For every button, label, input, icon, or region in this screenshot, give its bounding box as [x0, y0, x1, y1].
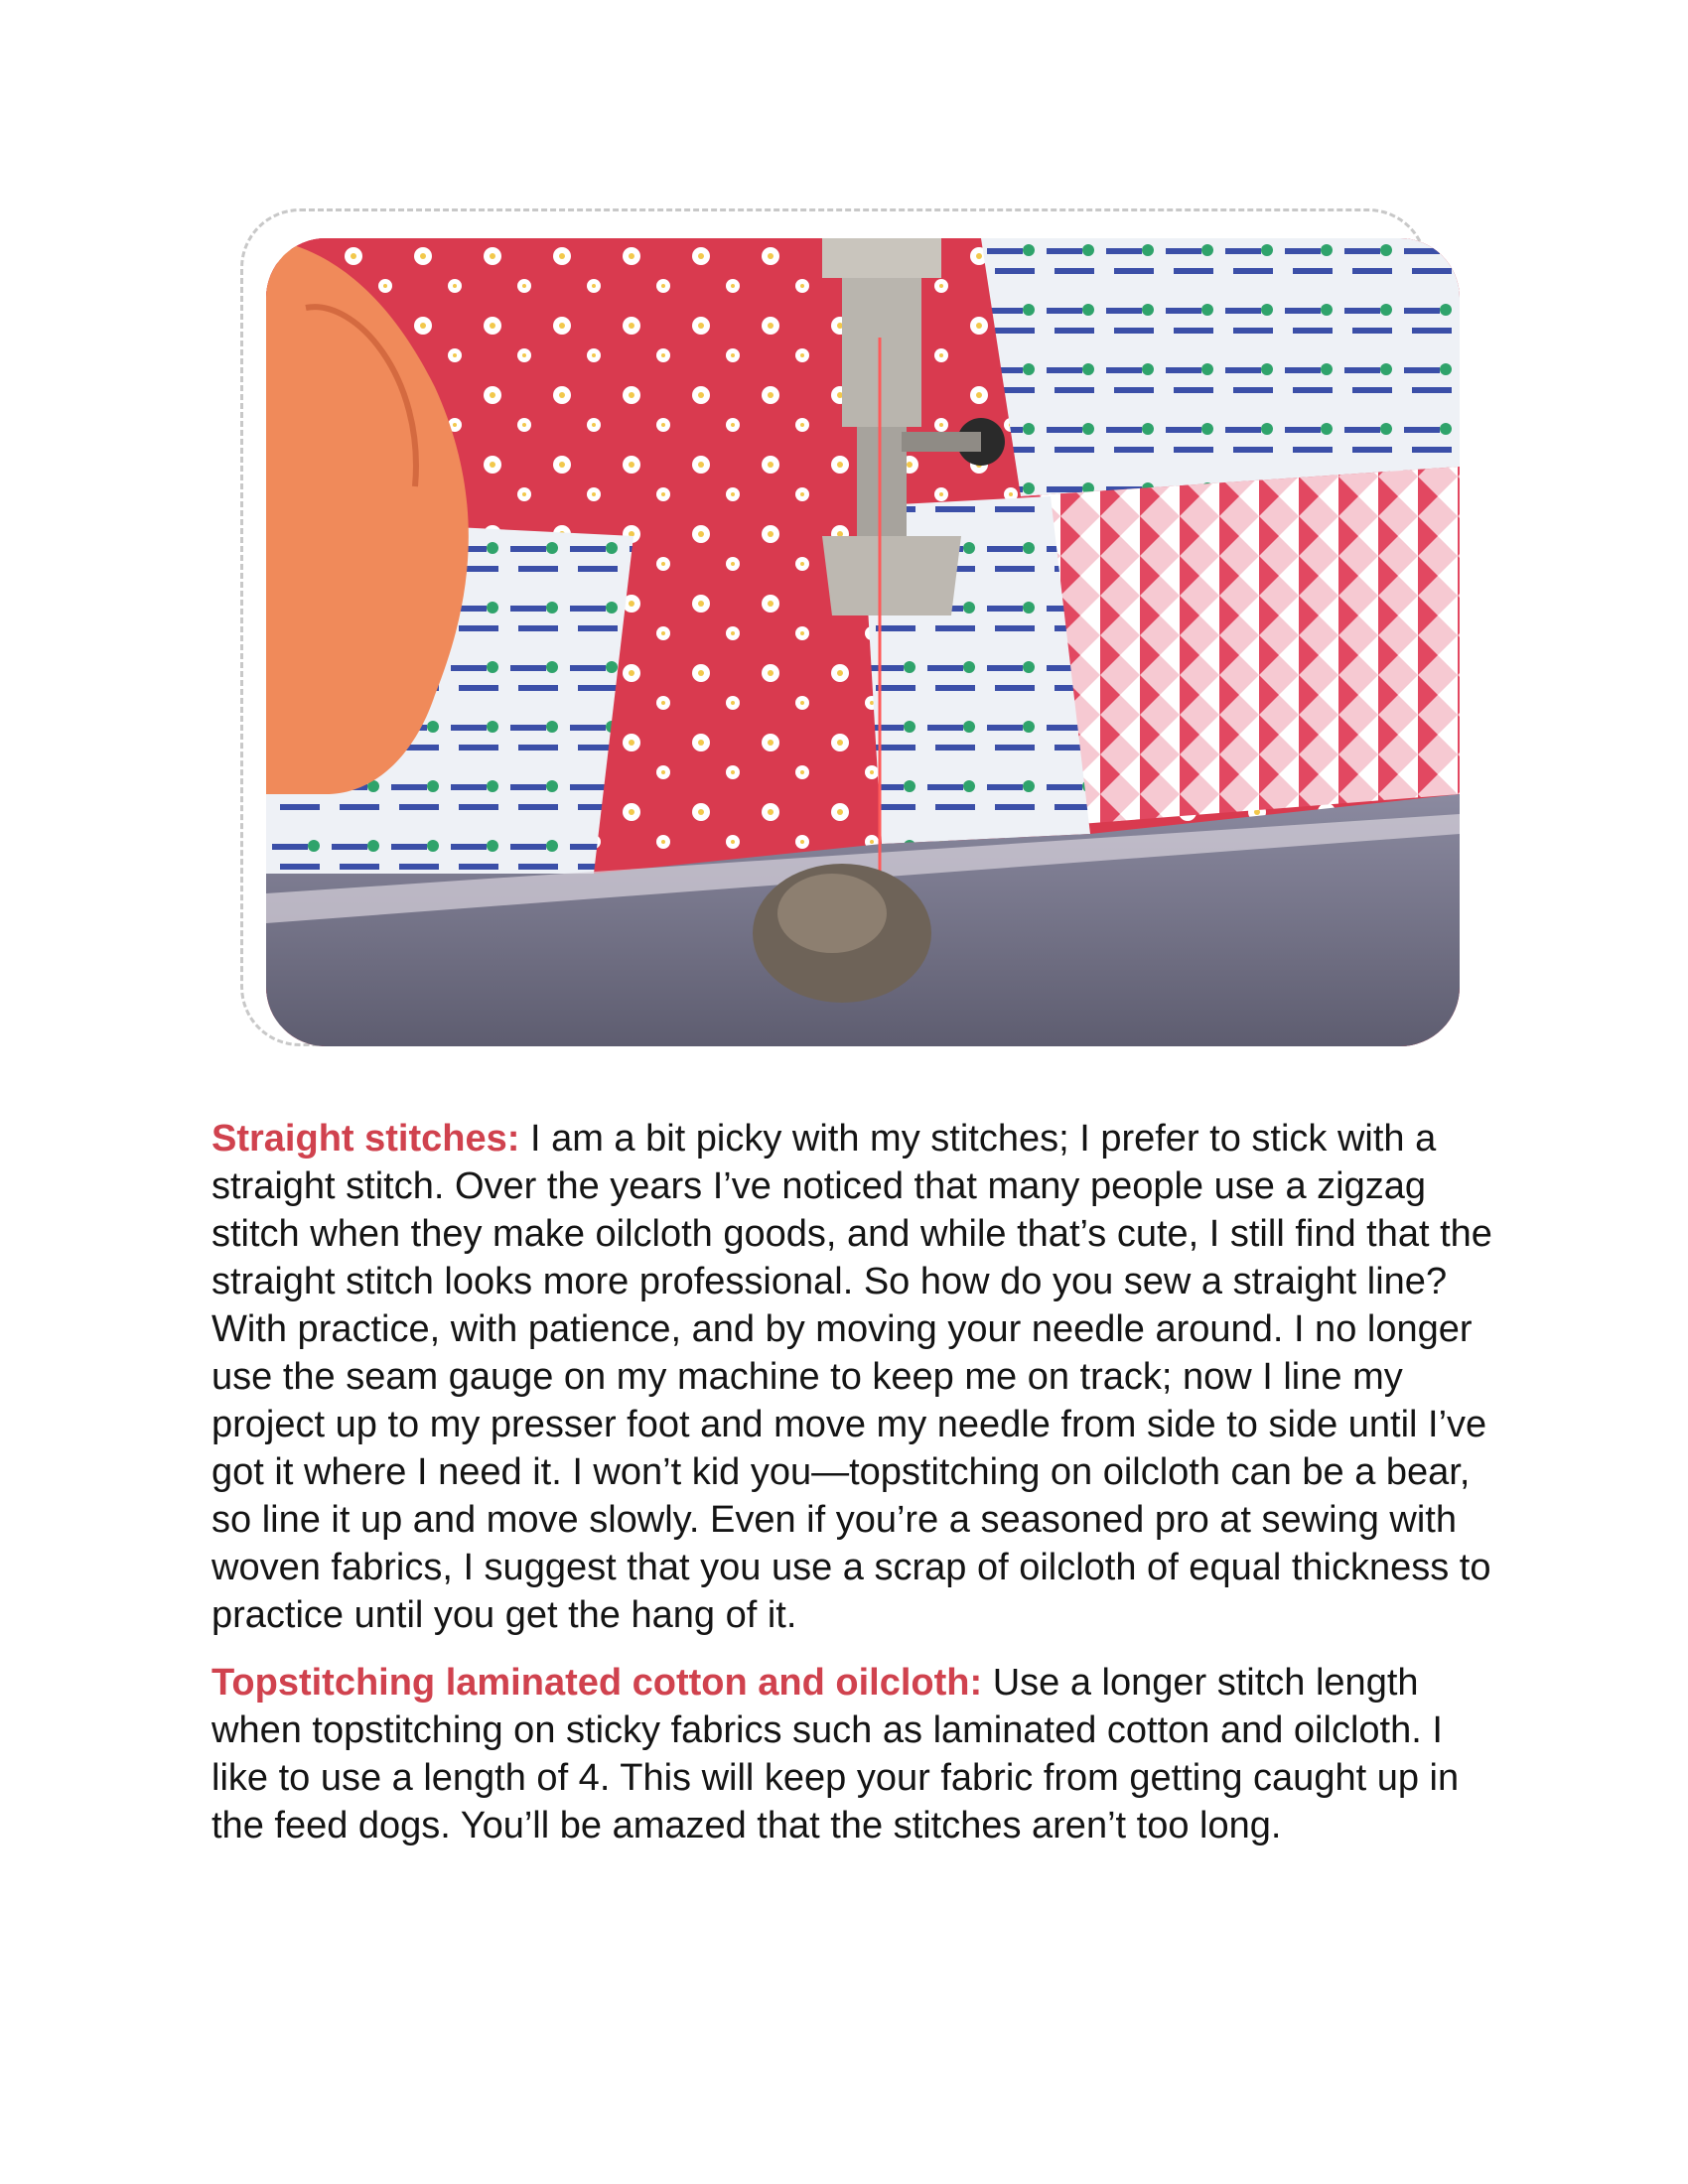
heading-topstitching: Topstitching laminated cotton and oilcloth:	[211, 1662, 983, 1704]
heading-straight-stitches: Straight stitches:	[211, 1118, 520, 1160]
paragraph-topstitching	[211, 1659, 1492, 1849]
sewing-photo	[266, 238, 1460, 1046]
paragraph-straight-stitches-text: I am a bit picky with my stitches; I prefer to stick with a straight stitch. Over the years I’ve noticed that many people use a zigzag stitch when they make oilcloth goods, and while that’s cute, I still find that the straight stitch looks more professional. So how do you sew a straight line? With practice, with patience, and by moving your needle around. I no longer use the seam gauge on my machine to keep me on track; now I line my project up to my presser foot and move my needle from side to side until I’ve got it where I need it. I won’t kid you—topstitching on oilcloth can be a bear, so line it up and move slowly. Even if you’re a seasoned pro at sewing with woven fabrics, I suggest that you use a scrap of oilcloth of equal thickness to practice until you get the hang of it.	[211, 1118, 1492, 1636]
body-text	[211, 1115, 1492, 1869]
paragraph-topstitching-text: Use a longer stitch length when topstitching on sticky fabrics such as laminated cotton and oilcloth. I like to use a length of 4. This will keep your fabric from getting caught up in the feed dogs. You’ll be amazed that the stitches aren’t too long.	[211, 1662, 1460, 1846]
sewing-machine-photo-icon	[266, 238, 1460, 1046]
paragraph-straight-stitches	[211, 1115, 1492, 1639]
